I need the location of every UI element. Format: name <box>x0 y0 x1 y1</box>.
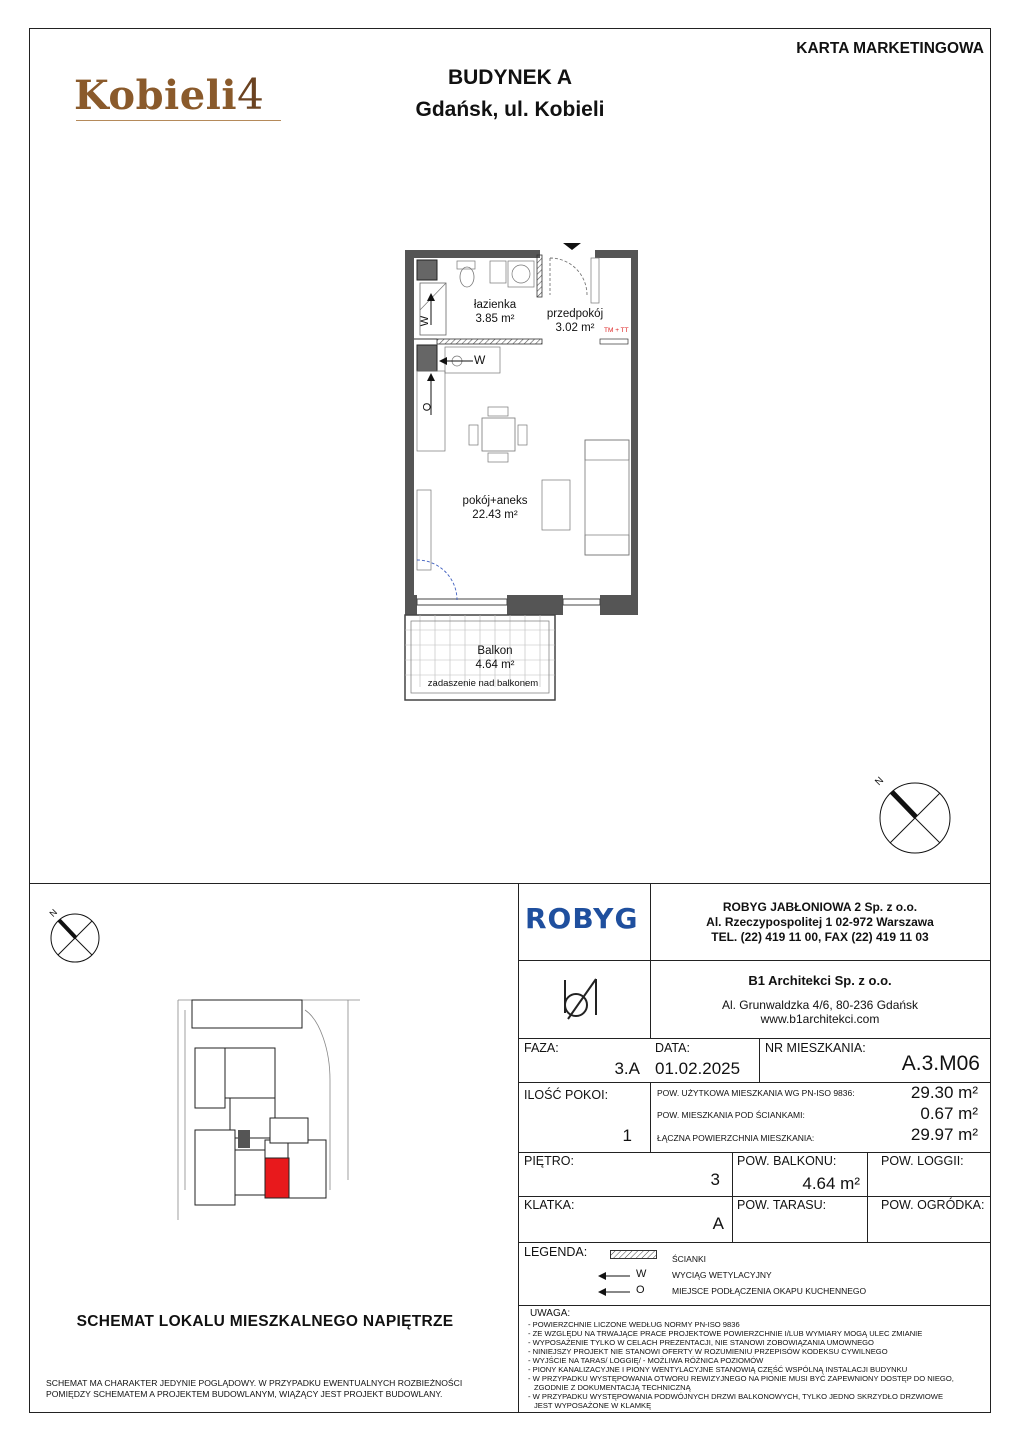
address-title: Gdańsk, ul. Kobieli <box>415 98 605 121</box>
usable-value: 29.30 m² <box>910 1083 978 1102</box>
phase-label: FAZA: <box>524 1041 559 1055</box>
wall-bottom-3 <box>600 595 638 615</box>
unit-value: A.3.M06 <box>901 1052 980 1075</box>
vent-mark-kitchen: W <box>474 353 486 367</box>
legend-title: LEGENDA: <box>524 1245 588 1259</box>
card-type: KARTA MARKETINGOWA <box>796 40 984 57</box>
room-living-area: 22.43 m² <box>472 509 518 521</box>
room-living-name: pokój+aneks <box>462 495 528 507</box>
room-hall <box>535 307 615 335</box>
logo-digit: 4 <box>237 70 264 119</box>
note-line: - POWIERZCHNIE LICZONE WEDŁUG NORMY PN-ISO 9836 <box>528 1320 740 1329</box>
note-line: - W PRZYPADKU WYSTĘPOWANIA PODWÓJNYCH DRZWI BALKONOWYCH, TYLKO JEDNO SKRZYDŁO DRZWIOWE <box>528 1392 944 1401</box>
date-label: DATA: <box>655 1041 690 1055</box>
legend-vent-arrow <box>596 1271 632 1281</box>
usable-label: POW. UŻYTKOWA MIESZKANIA WG PN-ISO 9836: <box>657 1088 855 1098</box>
stair-value: A <box>712 1214 724 1233</box>
compass-large-letter: N <box>873 775 887 788</box>
developer-address: Al. Rzeczypospolitej 1 02-972 Warszawa <box>706 915 934 929</box>
note-line: - NINIEJSZY PROJEKT NIE STANOWI OFERTY W ROZUMIENIU PRZEPISÓW KODEKSU CYWILNEGO <box>528 1347 888 1356</box>
balcony-label: POW. BALKONU: <box>737 1154 837 1168</box>
legend-item-vent: WYCIĄG WETYLACYJNY <box>672 1270 772 1280</box>
note-line: - W PRZYPADKU WYSTĘPOWANIA OTWORU REWIZYJNEGO NA PIONIE MUSI BYĆ ZAPEWNIONY DOSTĘP DO NIEGO, <box>528 1374 954 1383</box>
floor-label: PIĘTRO: <box>524 1154 575 1168</box>
architect-address: Al. Grunwaldzka 4/6, 80-236 Gdańsk <box>721 998 919 1012</box>
stair-label: KLATKA: <box>524 1198 575 1212</box>
room-bathroom-name: łazienka <box>473 299 517 311</box>
legend-hood-arrow <box>596 1287 632 1297</box>
building-title: BUDYNEK A <box>447 66 573 89</box>
vent-mark-bath: W <box>419 315 432 327</box>
balcony-value: 4.64 m² <box>802 1174 860 1193</box>
wall-bottom-1 <box>405 595 417 615</box>
compass-small-letter: N <box>47 907 60 919</box>
developer-name: ROBYG JABŁONIOWA 2 Sp. z o.o. <box>722 900 918 914</box>
note-line: - WYJŚCIE NA TARAS/ LOGGIĘ/ - MOŻLIWA RÓŻNICA POZIOMÓW <box>528 1356 764 1365</box>
note-line: JEST WYPOSAŻONE W KLAMKĘ <box>534 1401 652 1410</box>
window-left <box>417 599 507 605</box>
schema-disclaimer-1: SCHEMAT MA CHARAKTER JEDYNIE POGLĄDOWY. W PRZYPADKU EWENTUALNYCH ROZBIEŻNOŚCI <box>46 1378 463 1388</box>
date-value: 01.02.2025 <box>655 1059 741 1078</box>
entry-door-arrow <box>563 243 581 250</box>
notes-title: UWAGA: <box>530 1308 571 1319</box>
note-line: - WYPOSAŻENIE TYLKO W CELACH PREZENTACJI, NIE STANOWI ZOBOWIĄZANIA UMOWNEGO <box>528 1338 874 1347</box>
legend-mark-o: O <box>636 1284 645 1296</box>
garden-label: POW. OGRÓDKA: <box>881 1198 985 1212</box>
project-logo <box>74 70 264 126</box>
floor-value: 3 <box>710 1170 720 1189</box>
loggia-label: POW. LOGGII: <box>881 1154 964 1168</box>
wall-right <box>631 250 638 615</box>
wall-top-left <box>405 250 540 258</box>
terrace-label: POW. TARASU: <box>737 1198 827 1212</box>
room-hall-name: przedpokój <box>546 308 604 320</box>
wall-top-right <box>595 250 638 258</box>
shaft-top <box>417 260 437 280</box>
schema-title: SCHEMAT LOKALU MIESZKALNEGO NAPIĘTRZE <box>76 1313 454 1330</box>
architect-name: B1 Architekci Sp. z o.o. <box>748 973 892 988</box>
note-line: - PIONY KANALIZACYJNE I PIONY WENTYLACYJNE STANOWIĄ CZĘŚĆ WSPÓLNĄ INSTALACJI BUDYNKU <box>528 1365 908 1374</box>
wall-left <box>405 250 414 615</box>
compass-large <box>872 773 958 859</box>
bath-wall-bottom <box>437 339 542 344</box>
balcony-roof-note: zadaszenie nad balkonem <box>427 678 539 689</box>
legend-item-hood: MIEJSCE PODŁĄCZENIA OKAPU KUCHENNEGO <box>672 1286 867 1296</box>
rooms-label: ILOŚĆ POKOI: <box>524 1088 609 1102</box>
architect-logo <box>558 975 608 1025</box>
robyg-logo: ROBYG <box>525 902 639 935</box>
room-living <box>450 494 540 522</box>
bath-wall-right <box>537 255 542 297</box>
room-bathroom <box>455 298 535 326</box>
note-line: ZGODNIE Z DOKUMENTACJĄ TECHNICZNĄ <box>534 1383 691 1392</box>
schema-disclaimer-2: POMIĘDZY SCHEMATEM A PROJEKTEM BUDOWLANYM, WIĄŻĄCY JEST PROJEKT BUDOWLANY. <box>46 1389 443 1399</box>
hood-mark: O <box>421 402 434 412</box>
shaft-mid <box>417 345 437 371</box>
logo-text: Kobieli <box>74 72 238 119</box>
legend-item-walls: ŚCIANKI <box>672 1254 707 1264</box>
room-hall-area: 3.02 m² <box>555 322 595 334</box>
total-label: ŁĄCZNA POWIERZCHNIA MIESZKANIA: <box>657 1133 815 1143</box>
walls-label: POW. MIESZKANIA POD ŚCIANKAMI: <box>657 1110 805 1120</box>
developer-phone: TEL. (22) 419 11 00, FAX (22) 419 11 03 <box>711 930 929 944</box>
window-right <box>563 599 600 605</box>
phase-value: 3.A <box>614 1059 640 1078</box>
wall-bottom-2 <box>507 595 563 615</box>
rooms-value: 1 <box>622 1126 632 1145</box>
architect-web: www.b1architekci.com <box>760 1012 880 1026</box>
notes-list <box>528 1320 988 1410</box>
room-balcony <box>445 644 545 672</box>
room-bathroom-area: 3.85 m² <box>475 313 515 325</box>
room-balcony-area: 4.64 m² <box>475 659 515 671</box>
highlighted-unit <box>265 1158 289 1198</box>
legend-mark-w: W <box>636 1268 647 1280</box>
legend-wall-swatch <box>610 1250 658 1260</box>
unit-label: NR MIESZKANIA: <box>765 1041 866 1055</box>
walls-value: 0.67 m² <box>920 1104 978 1123</box>
tm-tt-mark: TM + TT <box>604 327 629 334</box>
note-line: - ZE WZGLĘDU NA TRWAJĄCE PRACE PROJEKTOWE POWIERZCHNIE I/LUB WYMIARY MOGĄ ULEC ZMIANIE <box>528 1329 923 1338</box>
room-balcony-name: Balkon <box>477 645 513 657</box>
site-schema <box>170 990 370 1220</box>
total-value: 29.97 m² <box>910 1125 978 1144</box>
